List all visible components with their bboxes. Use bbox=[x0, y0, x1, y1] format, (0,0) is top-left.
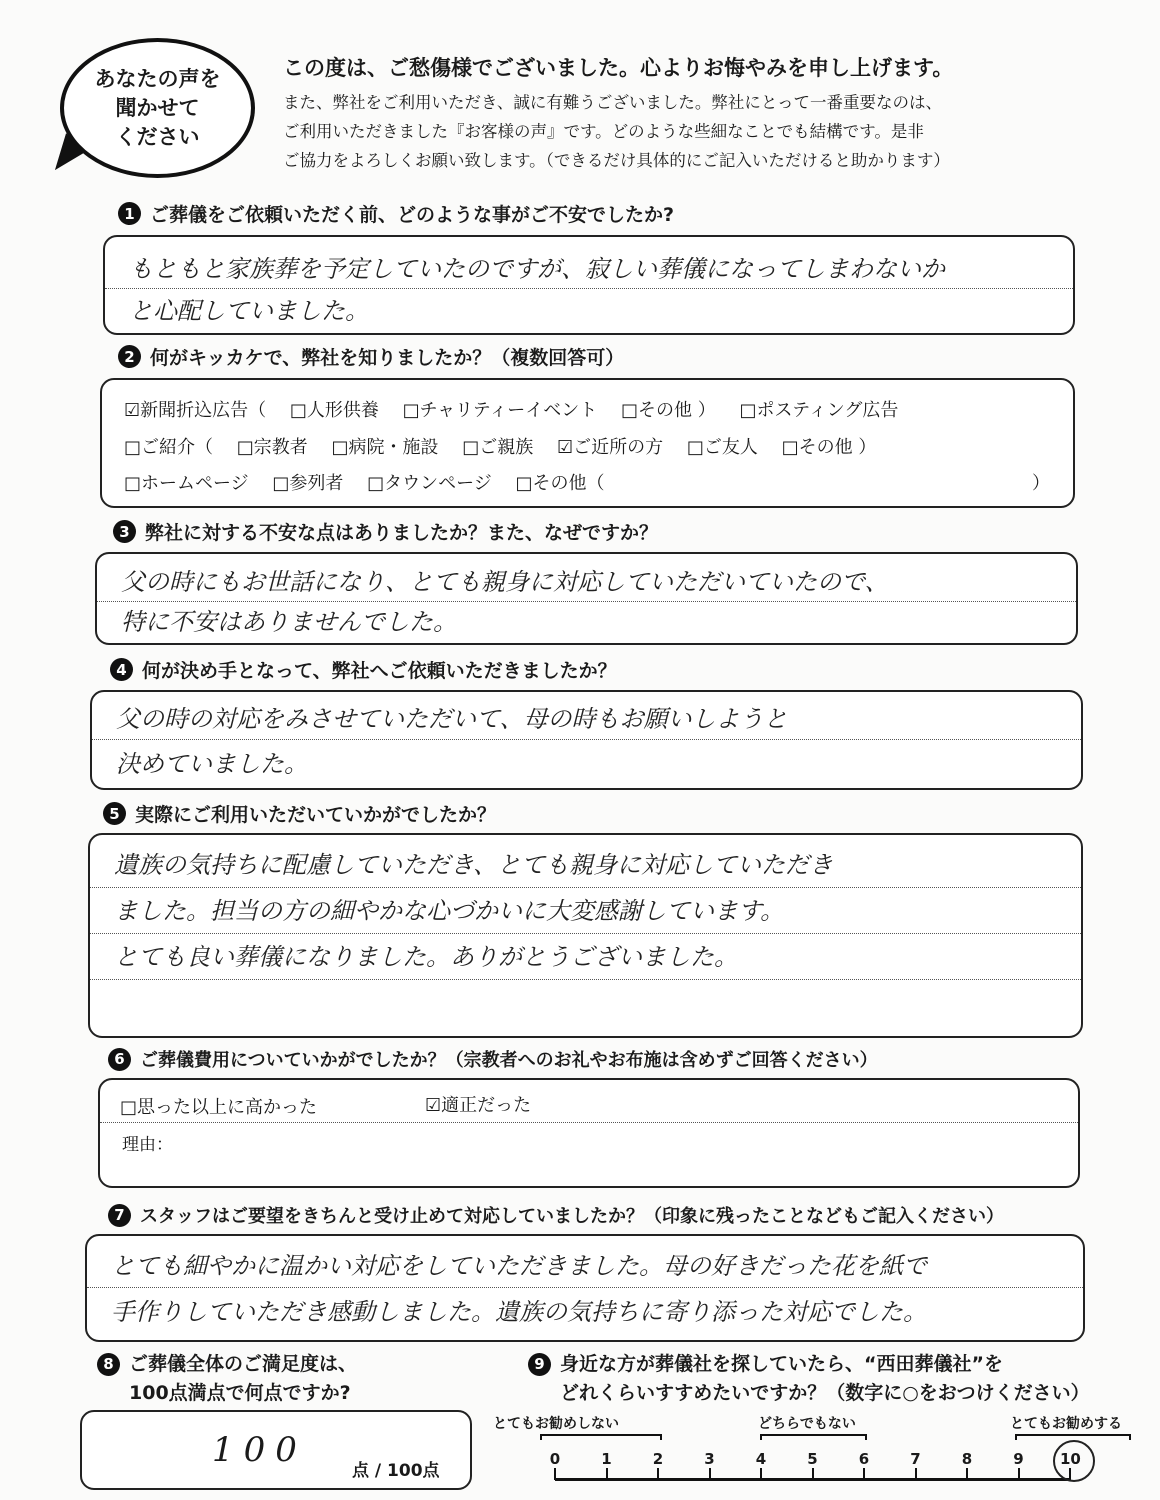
answer-line: もともと家族葬を予定していたのですが、寂しい葬儀になってしまわないか bbox=[105, 249, 1073, 289]
intro-text bbox=[283, 52, 1143, 175]
scale-tick bbox=[863, 1468, 865, 1480]
scale-number[interactable]: 6 bbox=[858, 1450, 870, 1468]
scale-number[interactable]: 4 bbox=[755, 1450, 767, 1468]
answer-line: とても良い葬儀になりました。ありがとうございました。 bbox=[90, 934, 1081, 980]
paren-close: ） bbox=[1032, 473, 1050, 494]
answer-line: ました。担当の方の細やかな心づかいに大変感謝しています。 bbox=[90, 888, 1081, 934]
question-number: 7 bbox=[108, 1204, 131, 1227]
question-text: 100点満点で何点ですか? bbox=[129, 1382, 351, 1404]
answer-line: 手作りしていただき感動しました。遺族の気持ちに寄り添った対応でした。 bbox=[111, 1298, 927, 1326]
question-3 bbox=[113, 518, 658, 545]
checkbox-option[interactable]: □ご親族 bbox=[462, 437, 534, 458]
scale-tick bbox=[709, 1468, 711, 1480]
scale-number[interactable]: 9 bbox=[1013, 1450, 1024, 1468]
bracket-mid bbox=[760, 1434, 867, 1440]
speech-bubble bbox=[60, 38, 255, 178]
question-2 bbox=[118, 343, 624, 370]
answer-line-empty bbox=[90, 980, 1081, 1026]
answer-box-3[interactable] bbox=[95, 552, 1078, 645]
question-7 bbox=[108, 1202, 1004, 1228]
answer-box-1[interactable] bbox=[103, 235, 1075, 335]
question-text: 何が決め手となって、弊社へご依頼いただきましたか？ bbox=[142, 660, 617, 682]
bubble-line: 聞かせて bbox=[115, 95, 200, 120]
scale-tick bbox=[606, 1468, 608, 1480]
scale-number[interactable]: 10 bbox=[1060, 1450, 1081, 1468]
option-row-2 bbox=[124, 433, 894, 459]
checkbox-option[interactable]: □宗教者 bbox=[236, 437, 308, 458]
checkbox-option[interactable]: □参列者 bbox=[272, 473, 344, 494]
question-text: ご葬儀全体のご満足度は、 bbox=[129, 1353, 358, 1375]
score-box[interactable] bbox=[80, 1410, 472, 1490]
checkbox-option[interactable]: □その他 ） bbox=[781, 437, 877, 458]
checkbox-option[interactable]: □その他 ） bbox=[621, 400, 716, 421]
scale-label-low: とてもお勧めしない bbox=[493, 1416, 619, 1432]
question-text: 身近な方が葬儀社を探していたら、“西田葬儀社”を bbox=[560, 1353, 1003, 1375]
scale-tick bbox=[760, 1468, 762, 1480]
question-number: 3 bbox=[113, 520, 136, 543]
question-text: 何がキッカケで、弊社を知りましたか？（複数回答可） bbox=[150, 347, 625, 369]
question-number: 4 bbox=[110, 658, 133, 681]
intro-line: ご利用いただきました『お客様の声』です。どのような些細なことでも結構です。是非 bbox=[283, 122, 924, 141]
question-text: 実際にご利用いただいていかがでしたか？ bbox=[135, 804, 497, 826]
checkbox-option[interactable]: □ホームページ bbox=[124, 473, 249, 494]
answer-box-6[interactable] bbox=[98, 1078, 1080, 1188]
scale-tick bbox=[554, 1468, 556, 1480]
question-text: どれくらいすすめたいですか？（数字に○をおつけください） bbox=[560, 1382, 1090, 1404]
answer-box-5[interactable] bbox=[88, 833, 1083, 1038]
scale-number[interactable]: 5 bbox=[807, 1450, 818, 1468]
scale-number[interactable]: 2 bbox=[652, 1450, 664, 1468]
checkbox-option[interactable]: □病院・施設 bbox=[331, 437, 439, 458]
checkbox-option[interactable]: □タウンページ bbox=[367, 473, 492, 494]
scale-tick bbox=[657, 1468, 659, 1480]
checkbox-option[interactable]: □ご紹介（ bbox=[124, 437, 214, 458]
question-4 bbox=[110, 656, 617, 683]
checkbox-option[interactable]: ☑ご近所の方 bbox=[557, 437, 664, 458]
scale-number[interactable]: 3 bbox=[704, 1450, 715, 1468]
answer-line: 父の時にもお世話になり、とても親身に対応していただいていたので、 bbox=[97, 562, 1076, 602]
answer-line: とても細やかに温かい対応をしていただきました。母の好きだった花を紙で bbox=[87, 1244, 1083, 1288]
checkbox-option[interactable]: □ご友人 bbox=[686, 437, 758, 458]
question-8 bbox=[97, 1350, 357, 1408]
intro-line: ご協力をよろしくお願い致します。（できるだけ具体的にご記入いただけると助かります） bbox=[283, 151, 950, 170]
question-number: 5 bbox=[103, 802, 126, 825]
answer-line: 父の時の対応をみさせていただいて、母の時もお願いしようと bbox=[92, 698, 1081, 740]
question-text: ご葬儀をご依頼いただく前、どのような事がご不安でしたか? bbox=[150, 204, 675, 226]
answer-line: 特に不安はありませんでした。 bbox=[121, 608, 457, 636]
checkbox-option[interactable]: □チャリティーイベント bbox=[402, 400, 598, 421]
scale-number[interactable]: 7 bbox=[910, 1450, 921, 1468]
score-unit: 点 / 100点 bbox=[352, 1461, 440, 1481]
question-number: 8 bbox=[97, 1353, 120, 1376]
scale-number[interactable]: 0 bbox=[549, 1450, 561, 1468]
question-text: 弊社に対する不安な点はありましたか？また、なぜですか？ bbox=[145, 522, 659, 544]
checkbox-option[interactable]: ☑新聞折込広告（ bbox=[124, 400, 267, 421]
checkbox-option[interactable]: □ポスティング広告 bbox=[739, 400, 899, 421]
checkbox-option[interactable]: □その他（ bbox=[515, 473, 605, 494]
question-6 bbox=[108, 1046, 878, 1072]
score-value: 100 bbox=[212, 1430, 307, 1470]
answer-box-2[interactable] bbox=[100, 378, 1075, 508]
option-row-1 bbox=[124, 396, 916, 422]
scale-number[interactable]: 1 bbox=[601, 1450, 612, 1468]
answer-box-4[interactable] bbox=[90, 690, 1083, 790]
scale-tick bbox=[1018, 1468, 1020, 1480]
answer-line: と心配していました。 bbox=[129, 297, 369, 325]
scale-label-high: とてもお勧めする bbox=[1010, 1416, 1122, 1432]
scale-tick bbox=[966, 1468, 968, 1480]
selected-circle bbox=[1053, 1440, 1095, 1482]
bubble-line: あなたの声を bbox=[94, 66, 221, 91]
question-text: スタッフはご要望をきちんと受け止めて対応していましたか？（印象に残ったことなどもご記入ください） bbox=[140, 1206, 1004, 1227]
bracket-low bbox=[540, 1434, 662, 1440]
intro-lead: この度は、ご愁傷様でございました。心よりお悔やみを申し上げます。 bbox=[283, 56, 954, 80]
answer-line: 遺族の気持ちに配慮していただき、とても親身に対応していただき bbox=[90, 843, 1081, 888]
checkbox-option[interactable]: ☑適正だった bbox=[425, 1095, 532, 1116]
scale-label-mid: どちらでもない bbox=[758, 1416, 856, 1432]
answer-box-7[interactable] bbox=[85, 1234, 1085, 1342]
scale-tick bbox=[812, 1468, 814, 1480]
option-row-3 bbox=[124, 469, 623, 495]
question-number: 1 bbox=[118, 202, 141, 225]
question-9 bbox=[528, 1350, 1090, 1408]
scale-tick bbox=[915, 1468, 917, 1480]
intro-line: また、弊社をご利用いただき、誠に有難うございました。弊社にとって一番重要なのは、 bbox=[283, 93, 943, 112]
reason-label: 理由： bbox=[122, 1135, 173, 1155]
question-1 bbox=[118, 200, 674, 227]
question-text: ご葬儀費用についていかがでしたか？（宗教者へのお礼やお布施は含めずご回答ください） bbox=[140, 1050, 878, 1071]
question-number: 6 bbox=[108, 1048, 131, 1071]
checkbox-option[interactable]: □人形供養 bbox=[289, 400, 379, 421]
scale-number[interactable]: 8 bbox=[961, 1450, 973, 1468]
bubble-line: ください bbox=[115, 124, 200, 149]
checkbox-option[interactable]: □思った以上に高かった bbox=[120, 1097, 318, 1118]
answer-line: 決めていました。 bbox=[116, 750, 308, 778]
question-5 bbox=[103, 800, 496, 827]
dotted-divider bbox=[100, 1122, 1078, 1123]
question-number: 9 bbox=[528, 1353, 551, 1376]
question-number: 2 bbox=[118, 345, 141, 368]
